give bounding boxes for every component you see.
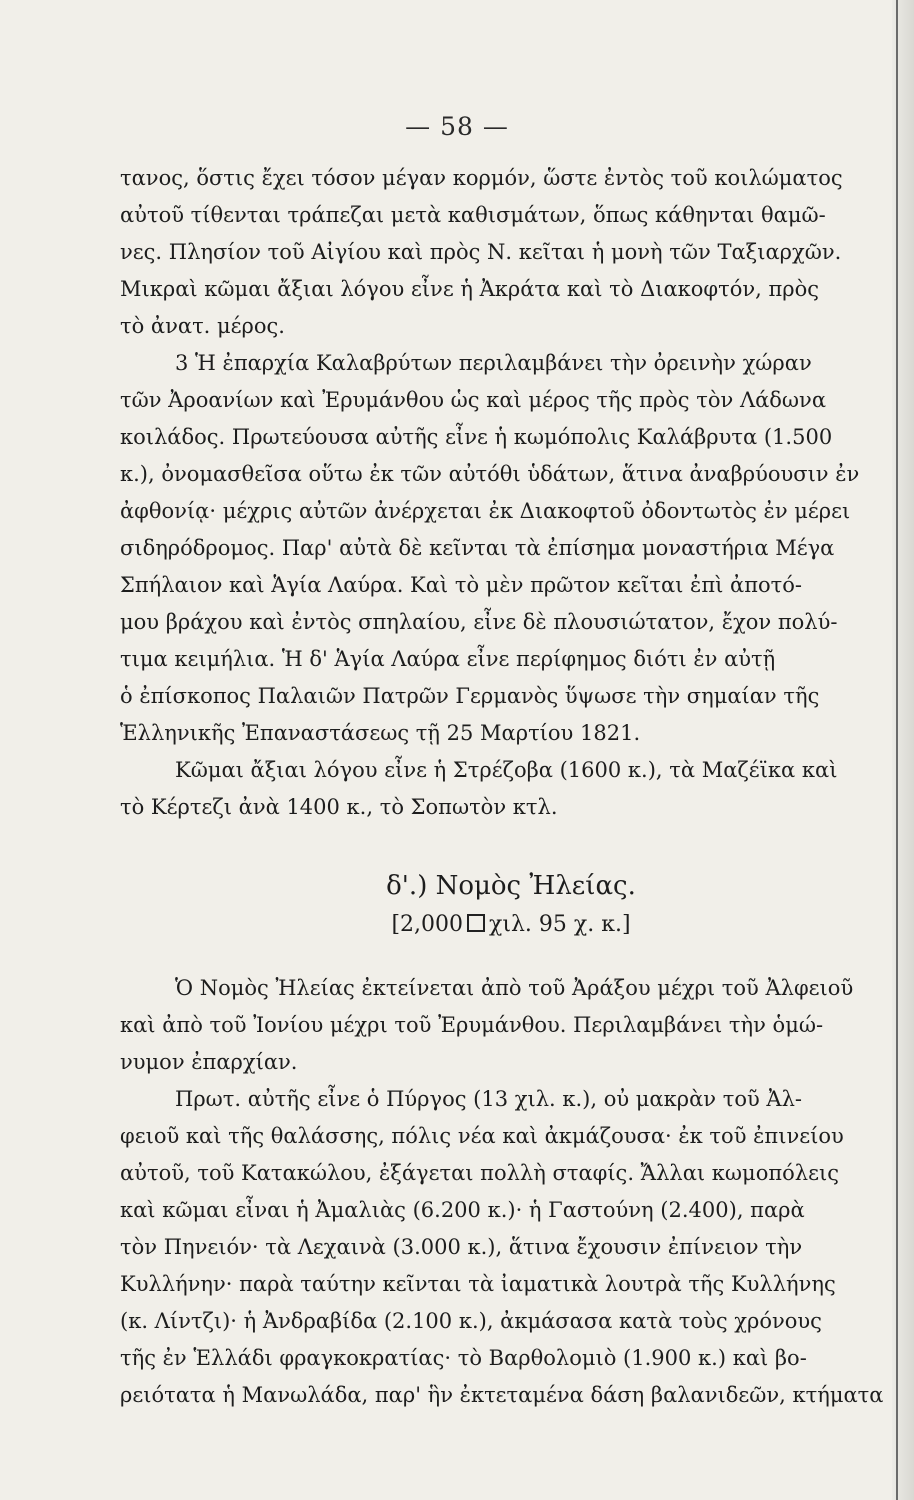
text-line: Σπήλαιον καὶ Ἁγία Λαύρα. Καὶ τὸ μὲν πρῶτον κεῖται ἐπὶ ἀποτό- <box>120 573 803 597</box>
section-heading: δ'.) Νομὸς Ἠλείας. <box>386 871 636 901</box>
text-line: μου βράχου καὶ ἐντὸς σπηλαίου, εἶνε δὲ πλουσιώτατον, ἔχον πολύ- <box>120 610 838 634</box>
text-line: τιμα κειμήλια. Ἡ δ' Ἁγία Λαύρα εἶνε περίφημος διότι ἐν αὐτῇ <box>120 647 776 671</box>
text-line: αὐτοῦ τίθενται τράπεζαι μετὰ καθισμάτων, ὅπως κάθηνται θαμῶ- <box>120 203 826 227</box>
text-line: τανος, ὅστις ἔχει τόσον μέγαν κορμόν, ὥστε ἐντὸς τοῦ κοιλώματος <box>120 166 843 190</box>
text-line: Πρωτ. αὐτῆς εἶνε ὁ Πύργος (13 χιλ. κ.), οὐ μακρὰν τοῦ Ἀλ- <box>175 1087 802 1111</box>
text-line: ἀφθονίᾳ· μέχρις αὐτῶν ἀνέρχεται ἐκ Διακοφτοῦ ὀδοντωτὸς ἐν μέρει <box>120 499 851 523</box>
section-subheading <box>120 906 902 944</box>
text-line: κ.), ὀνομασθεῖσα οὕτω ἐκ τῶν αὐτόθι ὑδάτων, ἅτινα ἀναβρύουσιν ἐν <box>120 462 860 486</box>
body-text <box>120 160 902 1414</box>
text-line: τῶν Ἀροανίων καὶ Ἐρυμάνθου ὡς καὶ μέρος τῆς πρὸς τὸν Λάδωνα <box>120 388 827 412</box>
text-line: νες. Πλησίον τοῦ Αἰγίου καὶ πρὸς Ν. κεῖται ἡ μονὴ τῶν Ταξιαρχῶν. <box>120 240 842 264</box>
text-line: κοιλάδος. Πρωτεύουσα αὐτῆς εἶνε ἡ κωμόπολις Καλάβρυτα (1.500 <box>120 425 833 449</box>
text-line: τῆς ἐν Ἑλλάδι φραγκοκρατίας· τὸ Βαρθολομιὸ (1.900 κ.) καὶ βο- <box>120 1346 807 1370</box>
square-unit-icon <box>467 914 485 932</box>
text-line: τὸ Κέρτεζι ἀνὰ 1400 κ., τὸ Σοπωτὸν κτλ. <box>120 795 558 819</box>
text-line: Κυλλήνην· παρὰ ταύτην κεῖνται τὰ ἰαματικὰ λουτρὰ τῆς Κυλλήνης <box>120 1272 836 1296</box>
text-line: νυμον ἐπαρχίαν. <box>120 1050 298 1074</box>
text-line: καὶ ἀπὸ τοῦ Ἰονίου μέχρι τοῦ Ἐρυμάνθου. Περιλαμβάνει τὴν ὁμώ- <box>120 1013 824 1037</box>
text-line: Μικραὶ κῶμαι ἄξιαι λόγου εἶνε ἡ Ἀκράτα καὶ τὸ Διακοφτόν, πρὸς <box>120 277 820 301</box>
text-line: Κῶμαι ἄξιαι λόγου εἶνε ἡ Στρέζοβα (1600 κ.), τὰ Μαζέϊκα καὶ <box>175 758 838 782</box>
area-unit: χιλ. 95 χ. κ.] <box>489 912 631 937</box>
text-line: τὸ ἀνατ. μέρος. <box>120 314 285 338</box>
page-number: — 58 — <box>405 112 509 141</box>
text-line: 3 Ἡ ἐπαρχία Καλαβρύτων περιλαμβάνει τὴν ὀρεινὴν χώραν <box>175 351 812 375</box>
text-line: (κ. Λίντζι)· ἡ Ἀνδραβίδα (2.100 κ.), ἀκμάσασα κατὰ τοὺς χρόνους <box>120 1309 822 1333</box>
text-line: Ἑλληνικῆς Ἐπαναστάσεως τῇ 25 Μαρτίου 1821. <box>120 721 641 745</box>
text-line: φειοῦ καὶ τῆς θαλάσσης, πόλις νέα καὶ ἀκμάζουσα· ἐκ τοῦ ἐπινείου <box>120 1124 844 1148</box>
text-line: ὁ ἐπίσκοπος Παλαιῶν Πατρῶν Γερμανὸς ὕψωσε τὴν σημαίαν τῆς <box>120 684 820 708</box>
text-line: ρειότατα ἡ Μανωλάδα, παρ' ἣν ἐκτεταμένα δάση βαλανιδεῶν, κτήματα <box>120 1383 884 1407</box>
text-line: σιδηρόδρομος. Παρ' αὐτὰ δὲ κεῖνται τὰ ἐπίσημα μοναστήρια Μέγα <box>120 536 835 560</box>
text-line: καὶ κῶμαι εἶναι ἡ Ἀμαλιὰς (6.200 κ.)· ἡ Γαστούνη (2.400), παρὰ <box>120 1198 805 1222</box>
area-value: [2,000 <box>391 912 464 937</box>
text-line: Ὁ Νομὸς Ἠλείας ἐκτείνεται ἀπὸ τοῦ Ἀράξου μέχρι τοῦ Ἀλφειοῦ <box>175 976 854 1000</box>
text-line: αὐτοῦ, τοῦ Κατακώλου, ἐξάγεται πολλὴ σταφίς. Ἄλλαι κωμοπόλεις <box>120 1161 839 1185</box>
text-line: τὸν Πηνειόν· τὰ Λεχαινὰ (3.000 κ.), ἅτινα ἔχουσιν ἐπίνειον τὴν <box>120 1235 803 1259</box>
